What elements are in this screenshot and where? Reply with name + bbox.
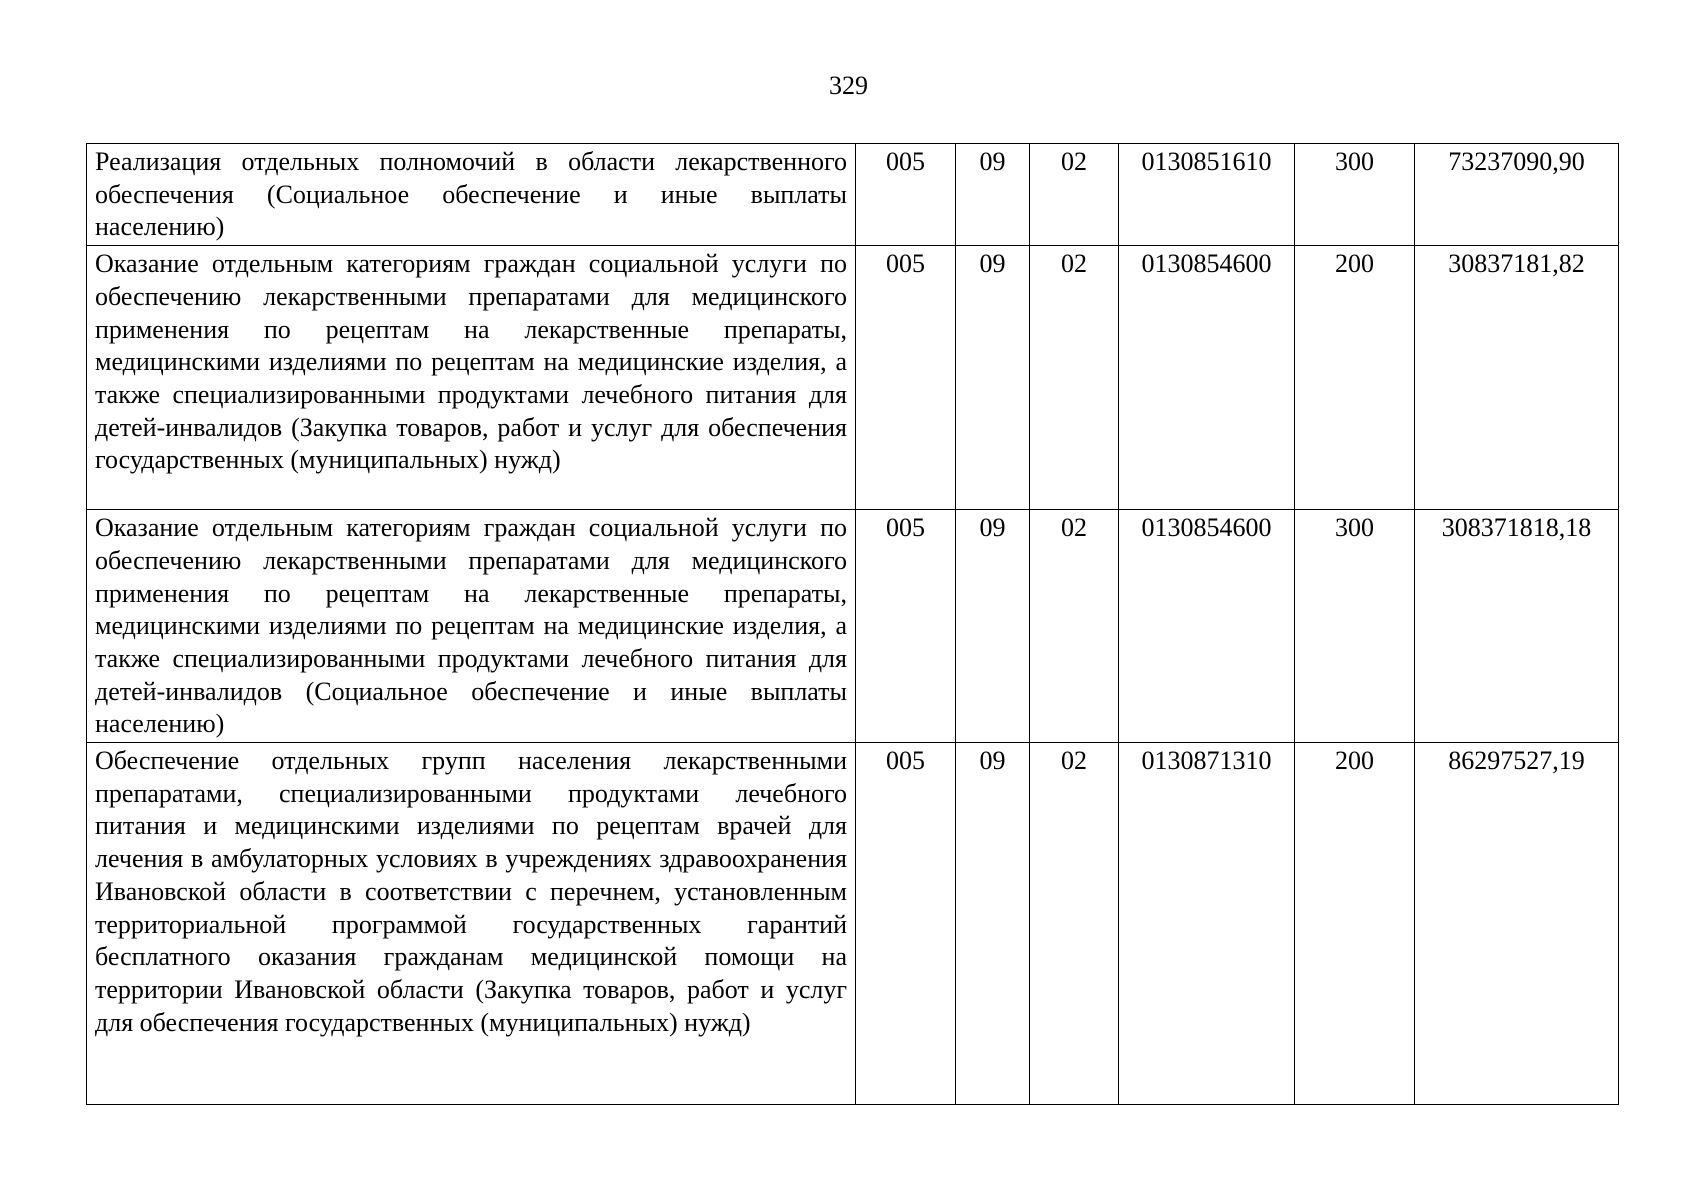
subsection-code: 02 <box>1030 510 1119 743</box>
expense-description: Реализация отдельных полномочий в области лекарственного обеспечения (Социальное обеспечение и иные выплаты населению) <box>87 144 856 246</box>
target-article-code: 0130871310 <box>1119 743 1295 1105</box>
expense-description: Оказание отдельным категориям граждан социальной услуги по обеспечению лекарственными препаратами для медицинского применения по рецептам на лекарственные препараты, медицинскими изделиями по рецептам на медицинские изделия, а также специализированными продуктами лечебного питания для детей-инвалидов (Закупка товаров, работ и услуг для обеспечения государственных (муниципальных) нужд) <box>87 246 856 510</box>
ministry-code: 005 <box>856 510 956 743</box>
amount-value: 86297527,19 <box>1415 743 1619 1105</box>
ministry-code: 005 <box>856 144 956 246</box>
amount-value: 73237090,90 <box>1415 144 1619 246</box>
target-article-code: 0130854600 <box>1119 510 1295 743</box>
section-code: 09 <box>956 144 1030 246</box>
subsection-code: 02 <box>1030 743 1119 1105</box>
table-row <box>87 510 1619 743</box>
target-article-code: 0130851610 <box>1119 144 1295 246</box>
expense-description: Оказание отдельным категориям граждан социальной услуги по обеспечению лекарственными препаратами для медицинского применения по рецептам на лекарственные препараты, медицинскими изделиями по рецептам на медицинские изделия, а также специализированными продуктами лечебного питания для детей-инвалидов (Социальное обеспечение и иные выплаты населению) <box>87 510 856 743</box>
table-row <box>87 743 1619 1105</box>
expense-type-code: 200 <box>1295 743 1415 1105</box>
amount-value: 308371818,18 <box>1415 510 1619 743</box>
ministry-code: 005 <box>856 246 956 510</box>
section-code: 09 <box>956 510 1030 743</box>
expense-type-code: 300 <box>1295 510 1415 743</box>
subsection-code: 02 <box>1030 144 1119 246</box>
ministry-code: 005 <box>856 743 956 1105</box>
table-row <box>87 144 1619 246</box>
section-code: 09 <box>956 246 1030 510</box>
amount-value: 30837181,82 <box>1415 246 1619 510</box>
section-code: 09 <box>956 743 1030 1105</box>
expense-description: Обеспечение отдельных групп населения лекарственными препаратами, специализированными продуктами лечебного питания и медицинскими изделиями по рецептам врачей для лечения в амбулаторных условиях в учреждениях здравоохранения Ивановской области в соответствии с перечнем, установленным территориальной программой государственных гарантий бесплатного оказания гражданам медицинской помощи на территории Ивановской области (Закупка товаров, работ и услуг для обеспечения государственных (муниципальных) нужд) <box>87 743 856 1105</box>
table-row <box>87 246 1619 510</box>
subsection-code: 02 <box>1030 246 1119 510</box>
target-article-code: 0130854600 <box>1119 246 1295 510</box>
expense-type-code: 300 <box>1295 144 1415 246</box>
expense-type-code: 200 <box>1295 246 1415 510</box>
budget-table <box>86 143 1619 1105</box>
page-number: 329 <box>829 71 868 100</box>
